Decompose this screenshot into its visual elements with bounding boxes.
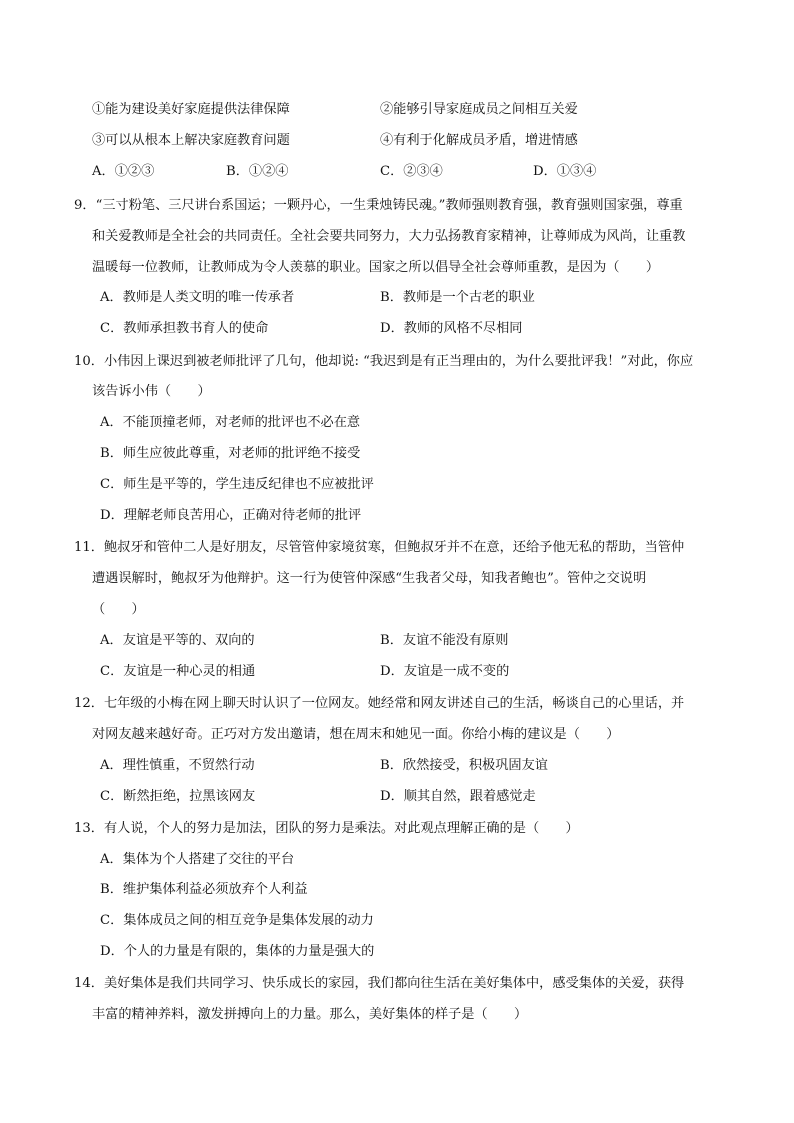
q8-option-b: B．①②④ xyxy=(226,164,289,179)
q12-option-d: D．顺其自然，跟着感觉走 xyxy=(380,789,536,804)
q9-option-d: D．教师的风格不尽相同 xyxy=(380,321,523,336)
q11-option-c: C．友谊是一种心灵的相通 xyxy=(100,664,256,679)
q9-option-b: B．教师是一个古老的职业 xyxy=(380,290,535,305)
q12-stem-line-2: 对网友越来越好奇。正巧对方发出邀请，想在周末和她见一面。你给小梅的建议是（ ） xyxy=(92,727,620,742)
q8-statement-1: ①能为建设美好家庭提供法律保障 xyxy=(92,102,290,117)
q11-option-a: A．友谊是平等的、双向的 xyxy=(100,633,255,648)
q11-stem-line-1: 11．鲍叔牙和管仲二人是好朋友，尽管管仲家境贫寒，但鲍叔牙并不在意，还给予他无私的帮助，当管仲 xyxy=(74,540,685,555)
q10-option-d: D．理解老师良苦用心，正确对待老师的批评 xyxy=(100,508,362,523)
q13-option-d: D．个人的力量是有限的，集体的力量是强大的 xyxy=(100,944,375,959)
q13-option-c: C．集体成员之间的相互竞争是集体发展的动力 xyxy=(100,913,374,928)
q12-option-a: A．理性慎重，不贸然行动 xyxy=(100,758,255,773)
q11-stem-line-2: 遭遇误解时，鲍叔牙为他辩护。这一行为使管仲深感“生我者父母，知我者鲍也”。管仲之交说明 xyxy=(92,571,647,586)
q8-option-d: D．①③④ xyxy=(533,164,597,179)
q12-option-c: C．断然拒绝，拉黑该网友 xyxy=(100,789,256,804)
q10-option-a: A．不能顶撞老师，对老师的批评也不必在意 xyxy=(100,415,361,430)
q11-stem-line-3: （ ） xyxy=(92,602,145,617)
q10-option-b: B．师生应彼此尊重，对老师的批评绝不接受 xyxy=(100,446,361,461)
q8-option-a: A．①②③ xyxy=(92,164,155,179)
q13-option-a: A．集体为个人搭建了交往的平台 xyxy=(100,852,295,867)
q9-stem-line-1: 9．“三寸粉笔、三尺讲台系国运；一颗丹心，一生秉烛铸民魂。”教师强则教育强，教育强则国家强，尊重 xyxy=(74,198,683,213)
q9-stem-line-2: 和关爱教师是全社会的共同责任。全社会要共同努力，大力弘扬教育家精神，让尊师成为风尚，让重教 xyxy=(92,229,686,244)
q8-statement-2: ②能够引导家庭成员之间相互关爱 xyxy=(380,102,578,117)
q10-stem-line-1: 10．小伟因上课迟到被老师批评了几句，他却说: “我迟到是有正当理由的，为什么要批评我！”对此，你应 xyxy=(74,354,694,369)
q11-option-b: B．友谊不能没有原则 xyxy=(380,633,509,648)
q9-option-a: A．教师是人类文明的唯一传承者 xyxy=(100,290,295,305)
q14-stem-line-1: 14．美好集体是我们共同学习、快乐成长的家园，我们都向往生活在美好集体中，感受集体的关爱，获得 xyxy=(74,976,685,991)
q12-option-b: B．欣然接受，积极巩固友谊 xyxy=(380,758,548,773)
q9-stem-line-3: 温暖每一位教师，让教师成为令人羡慕的职业。国家之所以倡导全社会尊师重教，是因为（ ） xyxy=(92,260,660,275)
q11-option-d: D．友谊是一成不变的 xyxy=(380,664,510,679)
q12-stem-line-1: 12．七年级的小梅在网上聊天时认识了一位网友。她经常和网友讲述自己的生活，畅谈自己的心里话，并 xyxy=(74,696,685,711)
q14-stem-line-2: 丰富的精神养料，激发拼搏向上的力量。那么，美好集体的样子是（ ） xyxy=(92,1007,528,1022)
q8-statement-4: ④有利于化解成员矛盾，增进情感 xyxy=(380,133,578,148)
q13-option-b: B．维护集体利益必须放弃个人利益 xyxy=(100,882,308,897)
q9-option-c: C．教师承担教书育人的使命 xyxy=(100,321,269,336)
q10-stem-line-2: 该告诉小伟（ ） xyxy=(92,384,211,399)
q13-stem-line-1: 13．有人说，个人的努力是加法，团队的努力是乘法。对此观点理解正确的是（ ） xyxy=(74,821,579,836)
q8-option-c: C．②③④ xyxy=(380,164,443,179)
q8-statement-3: ③可以从根本上解决家庭教育问题 xyxy=(92,133,290,148)
q10-option-c: C．师生是平等的，学生违反纪律也不应被批评 xyxy=(100,477,374,492)
